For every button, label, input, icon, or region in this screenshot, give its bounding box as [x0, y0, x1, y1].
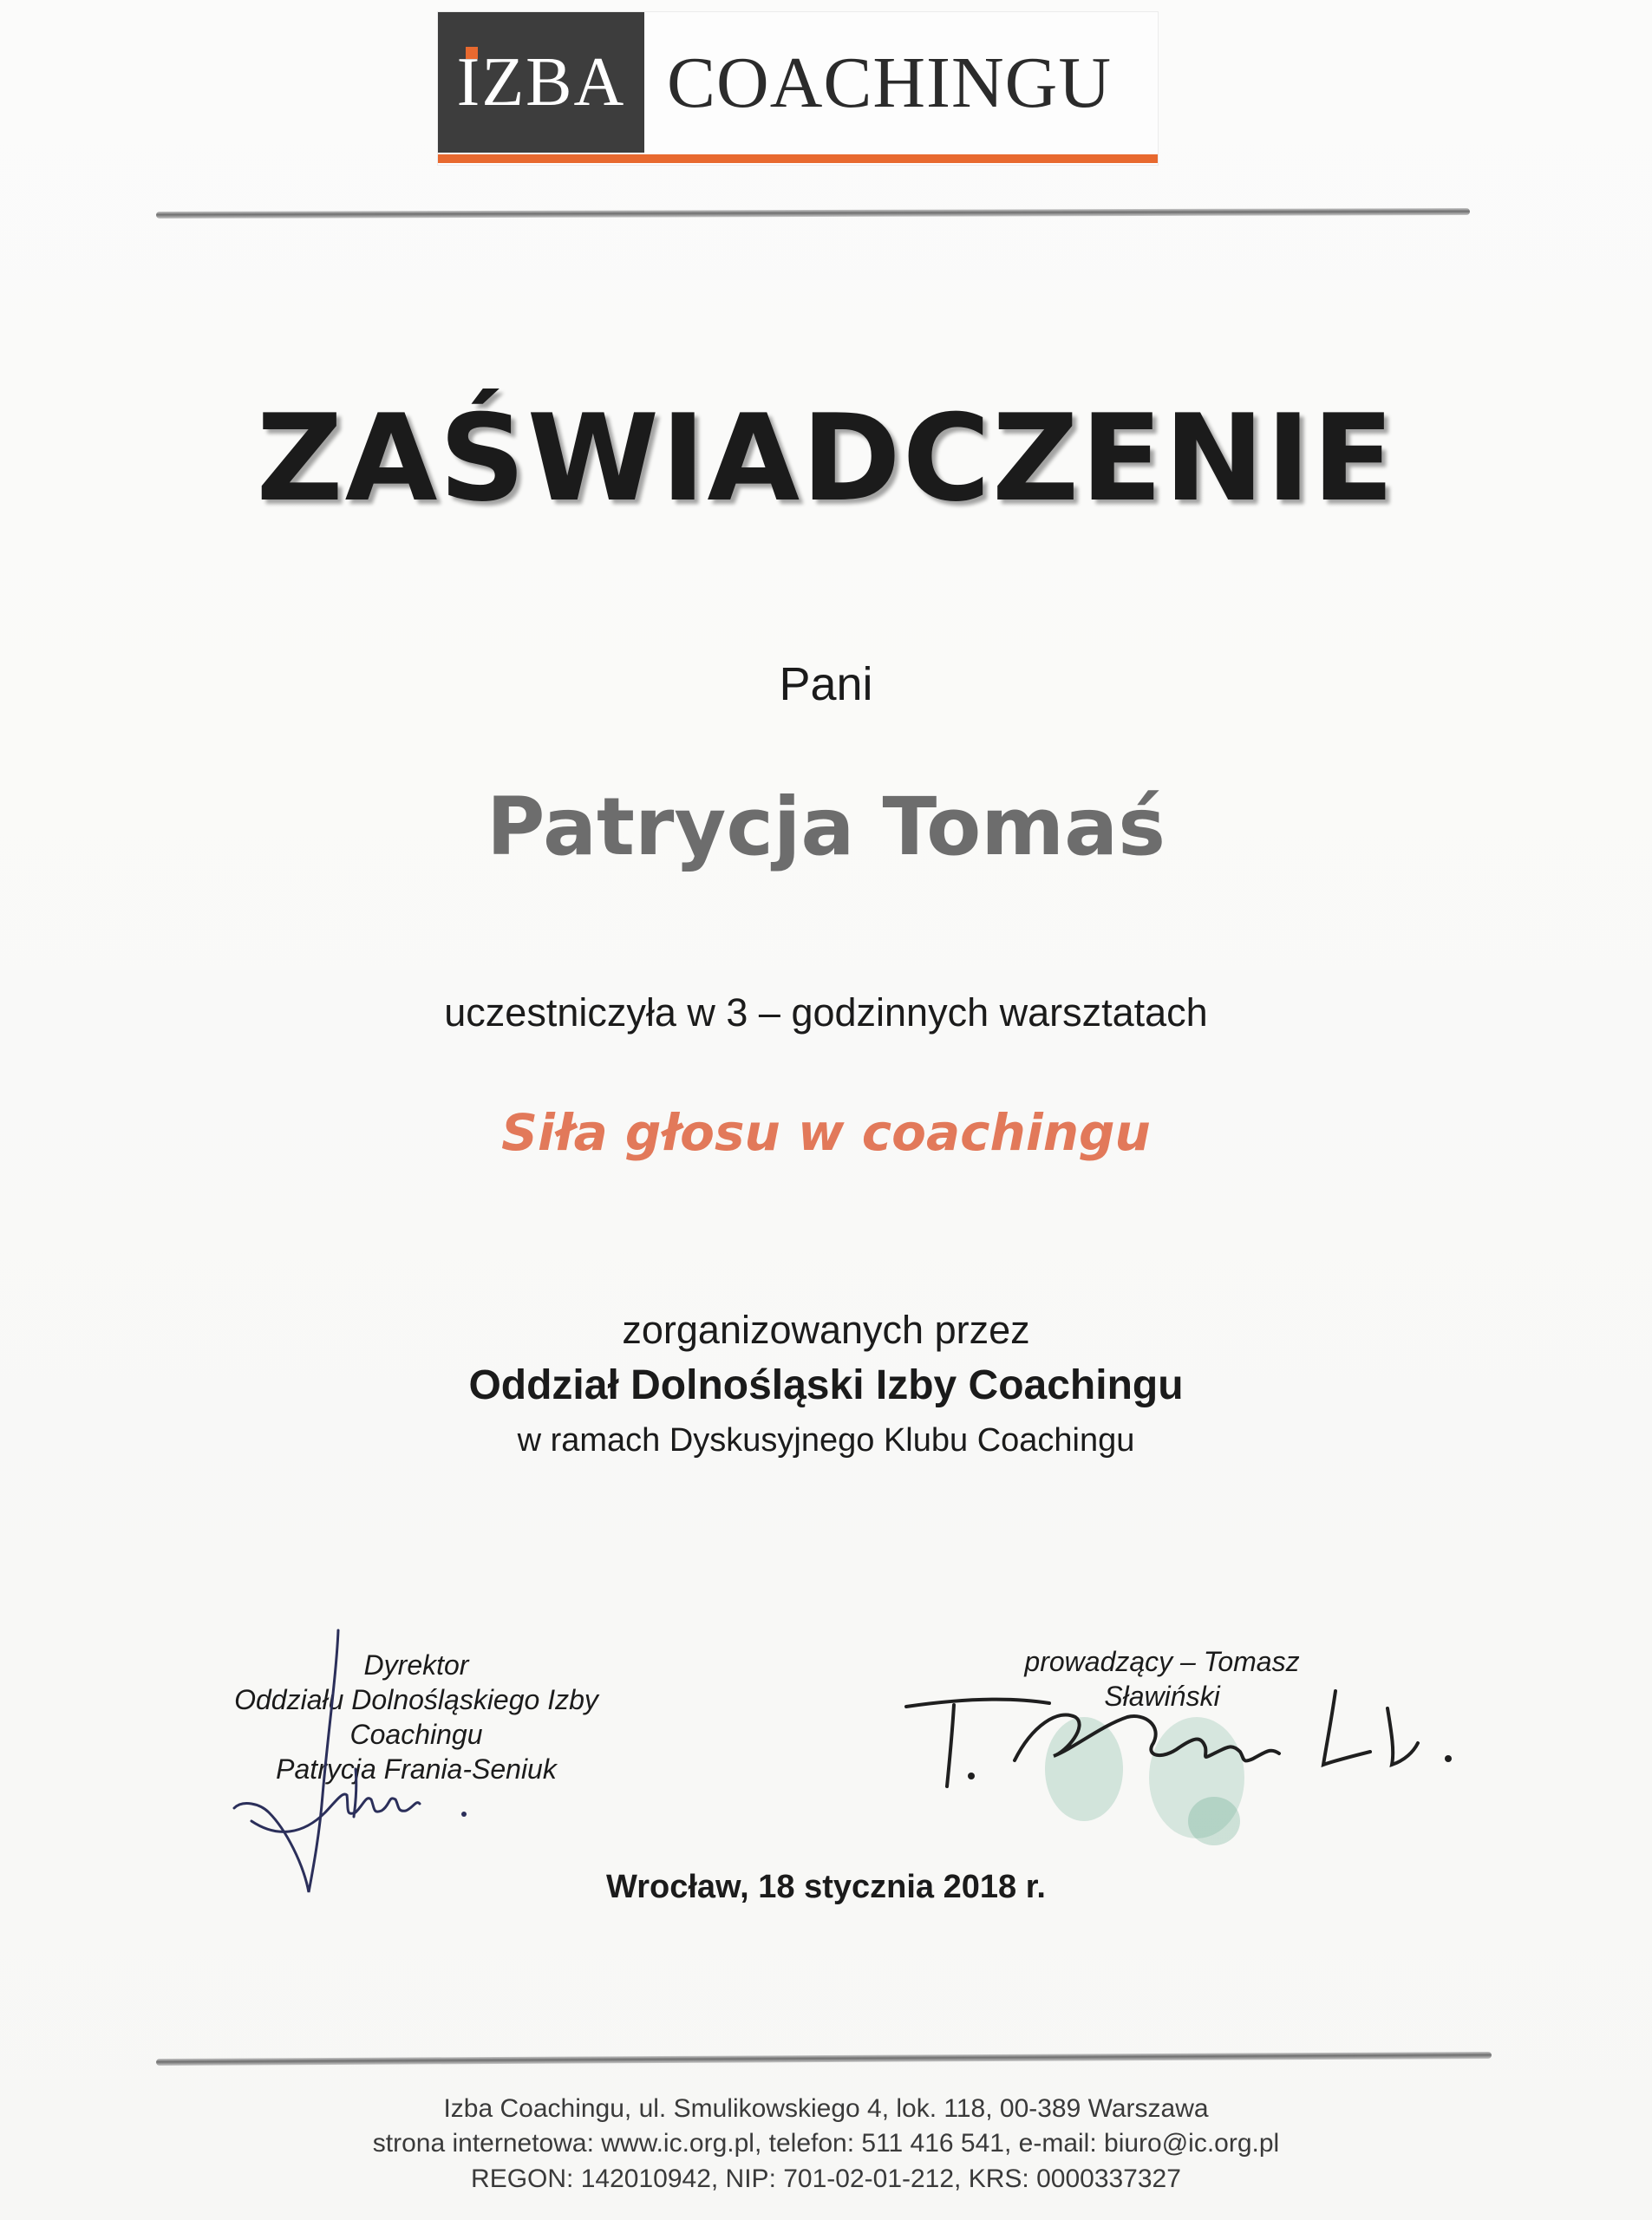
place-and-date: Wrocław, 18 stycznia 2018 r.	[606, 1869, 1046, 1905]
logo-dark-panel	[438, 12, 644, 153]
certificate-title: ZAŚWIADCZENIE	[256, 388, 1396, 528]
director-unit: Oddziału Dolnośląskiego Izby Coachingu	[234, 1684, 598, 1750]
recipient-name: Patrycja Tomaś	[486, 780, 1166, 873]
logo-light-panel	[644, 12, 1158, 153]
participation-text: uczestniczyła w 3 – godzinnych warsztatach	[444, 990, 1208, 1035]
logo-left-text: IZBA	[456, 43, 626, 121]
izba-coachingu-logo	[438, 12, 1158, 165]
event-context: w ramach Dyskusyjnego Klubu Coachingu	[517, 1422, 1135, 1459]
workshop-title: Siła głosu w coachingu	[501, 1103, 1151, 1162]
organized-by-text: zorganizowanych przez	[622, 1308, 1030, 1352]
director-role: Dyrektor	[363, 1649, 469, 1681]
leader-signature	[902, 1674, 1474, 1873]
logo-right-text: COACHINGU	[667, 42, 1112, 123]
logo-accent-bar	[438, 154, 1158, 163]
footer-address: Izba Coachingu, ul. Smulikowskiego 4, lok. 118, 00-389 Warszawa	[443, 2094, 1209, 2123]
director-signature	[225, 1622, 486, 1908]
footer-contact: strona internetowa: www.ic.org.pl, telefon: 511 416 541, e-mail: biuro@ic.org.pl	[372, 2129, 1280, 2158]
leader-label: prowadzący – Tomasz Sławiński	[1024, 1646, 1300, 1712]
footer-registry: REGON: 142010942, NIP: 701-02-01-212, KRS: 0000337327	[471, 2164, 1181, 2193]
salutation: Pani	[779, 658, 873, 710]
bottom-divider	[156, 2052, 1492, 2066]
director-name: Patrycja Frania-Seniuk	[276, 1753, 557, 1785]
top-divider	[156, 208, 1470, 219]
organizer-name: Oddział Dolnośląski Izby Coachingu	[468, 1362, 1184, 1408]
